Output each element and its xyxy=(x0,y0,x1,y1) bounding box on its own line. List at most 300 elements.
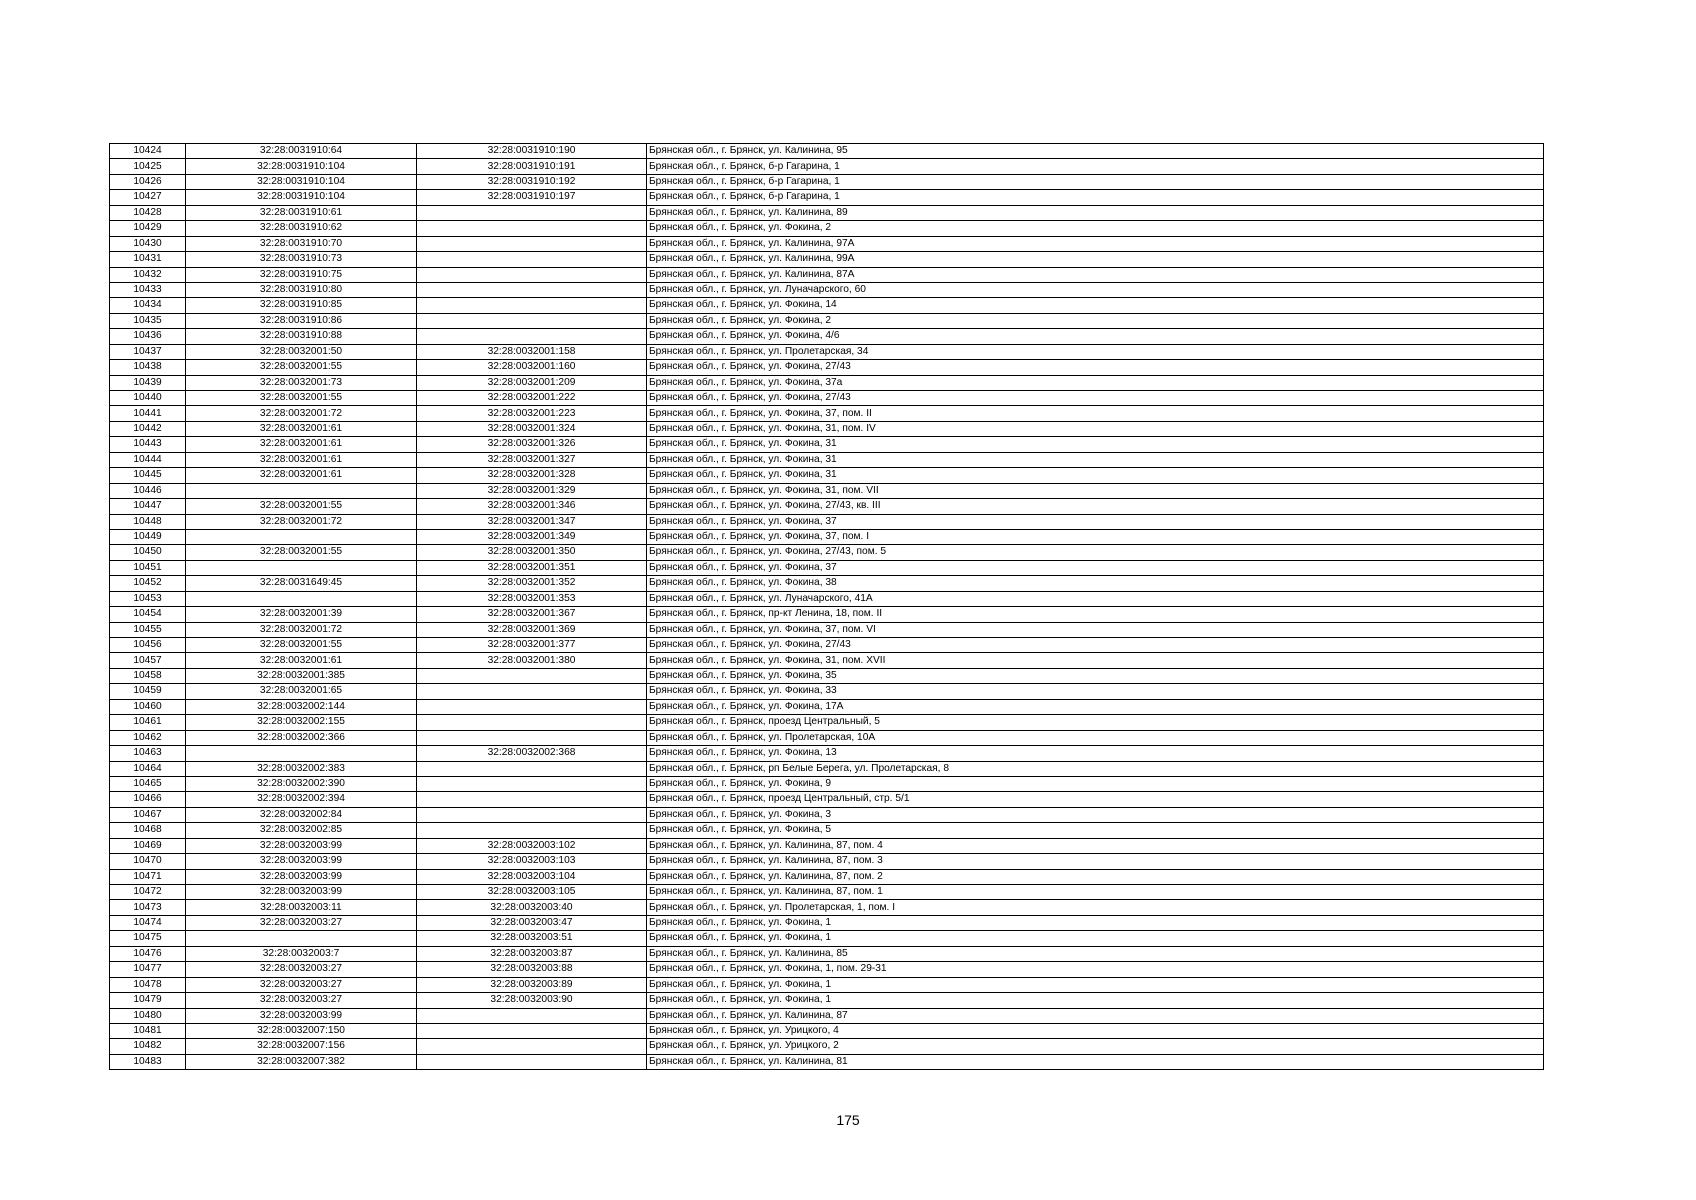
table-row xyxy=(110,252,1544,267)
table-row xyxy=(110,205,1544,220)
table-row xyxy=(110,452,1544,467)
table-row xyxy=(110,931,1544,946)
address-cell: Брянская обл., г. Брянск, ул. Фокина, 31 xyxy=(647,437,1544,452)
table-row xyxy=(110,622,1544,637)
address-cell: Брянская обл., г. Брянск, ул. Фокина, 14 xyxy=(647,298,1544,313)
object-number-cell: 32:28:0032001:346 xyxy=(417,499,647,514)
object-number-cell: 32:28:0032003:47 xyxy=(417,915,647,930)
object-number-cell xyxy=(417,1008,647,1023)
table-row xyxy=(110,221,1544,236)
parcel-number-cell: 32:28:0032001:72 xyxy=(186,514,417,529)
parcel-number-cell xyxy=(186,483,417,498)
row-number-cell: 10464 xyxy=(110,761,186,776)
address-cell: Брянская обл., г. Брянск, ул. Фокина, 27/43 xyxy=(647,638,1544,653)
object-number-cell xyxy=(417,807,647,822)
address-cell: Брянская обл., г. Брянск, ул. Фокина, 13 xyxy=(647,746,1544,761)
row-number-cell: 10427 xyxy=(110,190,186,205)
parcel-number-cell: 32:28:0032001:72 xyxy=(186,622,417,637)
parcel-number-cell xyxy=(186,529,417,544)
table-row xyxy=(110,437,1544,452)
object-number-cell: 32:28:0032001:329 xyxy=(417,483,647,498)
object-number-cell xyxy=(417,715,647,730)
parcel-number-cell: 32:28:0032003:99 xyxy=(186,869,417,884)
table-row xyxy=(110,668,1544,683)
table-row xyxy=(110,174,1544,189)
row-number-cell: 10471 xyxy=(110,869,186,884)
address-cell: Брянская обл., г. Брянск, ул. Фокина, 1 xyxy=(647,993,1544,1008)
object-number-cell xyxy=(417,1054,647,1069)
address-cell: Брянская обл., г. Брянск, ул. Фокина, 27/43, кв. III xyxy=(647,499,1544,514)
parcel-number-cell: 32:28:0032001:55 xyxy=(186,638,417,653)
table-row xyxy=(110,900,1544,915)
address-cell: Брянская обл., г. Брянск, ул. Калинина, 85 xyxy=(647,946,1544,961)
row-number-cell: 10426 xyxy=(110,174,186,189)
address-cell: Брянская обл., г. Брянск, ул. Фокина, 1 xyxy=(647,931,1544,946)
registry-table xyxy=(109,143,1544,1070)
parcel-number-cell: 32:28:0031910:62 xyxy=(186,221,417,236)
row-number-cell: 10462 xyxy=(110,730,186,745)
parcel-number-cell: 32:28:0032001:55 xyxy=(186,545,417,560)
row-number-cell: 10441 xyxy=(110,406,186,421)
table-row xyxy=(110,962,1544,977)
table-row xyxy=(110,591,1544,606)
row-number-cell: 10474 xyxy=(110,915,186,930)
address-cell: Брянская обл., г. Брянск, ул. Калинина, 87, пом. 3 xyxy=(647,854,1544,869)
parcel-number-cell: 32:28:0032002:390 xyxy=(186,776,417,791)
table-row xyxy=(110,529,1544,544)
row-number-cell: 10451 xyxy=(110,560,186,575)
row-number-cell: 10455 xyxy=(110,622,186,637)
object-number-cell: 32:28:0032001:369 xyxy=(417,622,647,637)
row-number-cell: 10430 xyxy=(110,236,186,251)
object-number-cell: 32:28:0032001:326 xyxy=(417,437,647,452)
table-row xyxy=(110,638,1544,653)
row-number-cell: 10466 xyxy=(110,792,186,807)
address-cell: Брянская обл., г. Брянск, ул. Фокина, 37 xyxy=(647,514,1544,529)
object-number-cell: 32:28:0032003:51 xyxy=(417,931,647,946)
row-number-cell: 10460 xyxy=(110,699,186,714)
address-cell: Брянская обл., г. Брянск, ул. Фокина, 1 xyxy=(647,915,1544,930)
address-cell: Брянская обл., г. Брянск, ул. Фокина, 2 xyxy=(647,221,1544,236)
row-number-cell: 10446 xyxy=(110,483,186,498)
object-number-cell: 32:28:0031910:197 xyxy=(417,190,647,205)
table-row xyxy=(110,869,1544,884)
table-row xyxy=(110,993,1544,1008)
object-number-cell xyxy=(417,313,647,328)
address-cell: Брянская обл., г. Брянск, ул. Фокина, 31, пом. IV xyxy=(647,421,1544,436)
table-row xyxy=(110,421,1544,436)
table-row xyxy=(110,560,1544,575)
address-cell: Брянская обл., г. Брянск, ул. Урицкого, 2 xyxy=(647,1039,1544,1054)
parcel-number-cell: 32:28:0032003:7 xyxy=(186,946,417,961)
row-number-cell: 10483 xyxy=(110,1054,186,1069)
table-row xyxy=(110,144,1544,159)
parcel-number-cell: 32:28:0032001:61 xyxy=(186,421,417,436)
row-number-cell: 10437 xyxy=(110,344,186,359)
parcel-number-cell: 32:28:0032001:72 xyxy=(186,406,417,421)
parcel-number-cell: 32:28:0031910:104 xyxy=(186,159,417,174)
object-number-cell: 32:28:0032003:104 xyxy=(417,869,647,884)
parcel-number-cell: 32:28:0031910:75 xyxy=(186,267,417,282)
table-row xyxy=(110,885,1544,900)
address-cell: Брянская обл., г. Брянск, ул. Фокина, 33 xyxy=(647,684,1544,699)
row-number-cell: 10442 xyxy=(110,421,186,436)
address-cell: Брянская обл., г. Брянск, б-р Гагарина, 1 xyxy=(647,174,1544,189)
row-number-cell: 10435 xyxy=(110,313,186,328)
parcel-number-cell xyxy=(186,931,417,946)
object-number-cell: 32:28:0032003:89 xyxy=(417,977,647,992)
table-row xyxy=(110,360,1544,375)
object-number-cell: 32:28:0032003:88 xyxy=(417,962,647,977)
page-number: 175 xyxy=(836,1112,860,1128)
row-number-cell: 10479 xyxy=(110,993,186,1008)
address-cell: Брянская обл., г. Брянск, ул. Калинина, 87, пом. 1 xyxy=(647,885,1544,900)
parcel-number-cell: 32:28:0032001:61 xyxy=(186,437,417,452)
table-row xyxy=(110,282,1544,297)
parcel-number-cell: 32:28:0031910:80 xyxy=(186,282,417,297)
parcel-number-cell: 32:28:0031910:85 xyxy=(186,298,417,313)
table-row xyxy=(110,776,1544,791)
address-cell: Брянская обл., г. Брянск, ул. Фокина, 3 xyxy=(647,807,1544,822)
row-number-cell: 10448 xyxy=(110,514,186,529)
address-cell: Брянская обл., г. Брянск, ул. Фокина, 1 xyxy=(647,977,1544,992)
object-number-cell xyxy=(417,776,647,791)
address-cell: Брянская обл., г. Брянск, ул. Фокина, 5 xyxy=(647,823,1544,838)
parcel-number-cell xyxy=(186,591,417,606)
address-cell: Брянская обл., г. Брянск, ул. Калинина, 89 xyxy=(647,205,1544,220)
table-row xyxy=(110,653,1544,668)
address-cell: Брянская обл., г. Брянск, ул. Фокина, 1, пом. 29-31 xyxy=(647,962,1544,977)
parcel-number-cell: 32:28:0031910:88 xyxy=(186,329,417,344)
row-number-cell: 10476 xyxy=(110,946,186,961)
parcel-number-cell: 32:28:0032001:61 xyxy=(186,468,417,483)
parcel-number-cell: 32:28:0032003:27 xyxy=(186,915,417,930)
parcel-number-cell: 32:28:0032001:55 xyxy=(186,360,417,375)
parcel-number-cell: 32:28:0032007:150 xyxy=(186,1023,417,1038)
address-cell: Брянская обл., г. Брянск, ул. Пролетарская, 10А xyxy=(647,730,1544,745)
table-row xyxy=(110,792,1544,807)
row-number-cell: 10452 xyxy=(110,576,186,591)
table-row xyxy=(110,730,1544,745)
table-row xyxy=(110,854,1544,869)
row-number-cell: 10450 xyxy=(110,545,186,560)
address-cell: Брянская обл., г. Брянск, ул. Фокина, 37, пом. II xyxy=(647,406,1544,421)
row-number-cell: 10444 xyxy=(110,452,186,467)
row-number-cell: 10458 xyxy=(110,668,186,683)
address-cell: Брянская обл., г. Брянск, ул. Калинина, 87, пом. 4 xyxy=(647,838,1544,853)
address-cell: Брянская обл., г. Брянск, ул. Фокина, 37, пом. I xyxy=(647,529,1544,544)
parcel-number-cell: 32:28:0032001:50 xyxy=(186,344,417,359)
row-number-cell: 10440 xyxy=(110,391,186,406)
table-row xyxy=(110,313,1544,328)
parcel-number-cell: 32:28:0032003:99 xyxy=(186,838,417,853)
table-row xyxy=(110,1008,1544,1023)
address-cell: Брянская обл., г. Брянск, проезд Центральный, 5 xyxy=(647,715,1544,730)
object-number-cell: 32:28:0032003:105 xyxy=(417,885,647,900)
table-row xyxy=(110,838,1544,853)
object-number-cell: 32:28:0032001:158 xyxy=(417,344,647,359)
object-number-cell: 32:28:0032001:160 xyxy=(417,360,647,375)
object-number-cell: 32:28:0032003:40 xyxy=(417,900,647,915)
registry-table-body xyxy=(110,144,1544,1070)
address-cell: Брянская обл., г. Брянск, ул. Фокина, 35 xyxy=(647,668,1544,683)
parcel-number-cell: 32:28:0032001:61 xyxy=(186,452,417,467)
table-row xyxy=(110,483,1544,498)
object-number-cell: 32:28:0032001:351 xyxy=(417,560,647,575)
object-number-cell: 32:28:0032001:377 xyxy=(417,638,647,653)
object-number-cell: 32:28:0032001:367 xyxy=(417,607,647,622)
row-number-cell: 10424 xyxy=(110,144,186,159)
object-number-cell: 32:28:0032001:223 xyxy=(417,406,647,421)
parcel-number-cell: 32:28:0032002:85 xyxy=(186,823,417,838)
row-number-cell: 10449 xyxy=(110,529,186,544)
table-row xyxy=(110,1023,1544,1038)
parcel-number-cell: 32:28:0032003:11 xyxy=(186,900,417,915)
object-number-cell: 32:28:0032001:350 xyxy=(417,545,647,560)
row-number-cell: 10432 xyxy=(110,267,186,282)
row-number-cell: 10478 xyxy=(110,977,186,992)
object-number-cell: 32:28:0031910:191 xyxy=(417,159,647,174)
row-number-cell: 10425 xyxy=(110,159,186,174)
address-cell: Брянская обл., г. Брянск, ул. Калинина, 87А xyxy=(647,267,1544,282)
parcel-number-cell: 32:28:0032001:55 xyxy=(186,499,417,514)
object-number-cell xyxy=(417,730,647,745)
parcel-number-cell: 32:28:0032002:366 xyxy=(186,730,417,745)
address-cell: Брянская обл., г. Брянск, ул. Калинина, 99А xyxy=(647,252,1544,267)
row-number-cell: 10482 xyxy=(110,1039,186,1054)
row-number-cell: 10447 xyxy=(110,499,186,514)
object-number-cell xyxy=(417,792,647,807)
address-cell: Брянская обл., г. Брянск, пр-кт Ленина, 18, пом. II xyxy=(647,607,1544,622)
address-cell: Брянская обл., г. Брянск, проезд Центральный, стр. 5/1 xyxy=(647,792,1544,807)
object-number-cell: 32:28:0032003:90 xyxy=(417,993,647,1008)
object-number-cell: 32:28:0032001:380 xyxy=(417,653,647,668)
row-number-cell: 10453 xyxy=(110,591,186,606)
parcel-number-cell: 32:28:0032002:155 xyxy=(186,715,417,730)
address-cell: Брянская обл., г. Брянск, ул. Урицкого, 4 xyxy=(647,1023,1544,1038)
row-number-cell: 10431 xyxy=(110,252,186,267)
object-number-cell xyxy=(417,282,647,297)
object-number-cell: 32:28:0032001:327 xyxy=(417,452,647,467)
address-cell: Брянская обл., г. Брянск, рп Белые Берега, ул. Пролетарская, 8 xyxy=(647,761,1544,776)
parcel-number-cell: 32:28:0032001:39 xyxy=(186,607,417,622)
parcel-number-cell: 32:28:0032001:61 xyxy=(186,653,417,668)
parcel-number-cell: 32:28:0032003:27 xyxy=(186,993,417,1008)
table-row xyxy=(110,1039,1544,1054)
parcel-number-cell: 32:28:0032001:65 xyxy=(186,684,417,699)
object-number-cell xyxy=(417,252,647,267)
row-number-cell: 10439 xyxy=(110,375,186,390)
table-row xyxy=(110,576,1544,591)
parcel-number-cell: 32:28:0031910:70 xyxy=(186,236,417,251)
parcel-number-cell: 32:28:0032002:144 xyxy=(186,699,417,714)
row-number-cell: 10481 xyxy=(110,1023,186,1038)
object-number-cell: 32:28:0032003:102 xyxy=(417,838,647,853)
address-cell: Брянская обл., г. Брянск, ул. Фокина, 4/6 xyxy=(647,329,1544,344)
object-number-cell: 32:28:0032001:324 xyxy=(417,421,647,436)
parcel-number-cell: 32:28:0032002:394 xyxy=(186,792,417,807)
row-number-cell: 10434 xyxy=(110,298,186,313)
table-row xyxy=(110,746,1544,761)
parcel-number-cell: 32:28:0032001:55 xyxy=(186,391,417,406)
table-row xyxy=(110,499,1544,514)
parcel-number-cell: 32:28:0031910:61 xyxy=(186,205,417,220)
address-cell: Брянская обл., г. Брянск, ул. Калинина, 95 xyxy=(647,144,1544,159)
address-cell: Брянская обл., г. Брянск, ул. Фокина, 37, пом. VI xyxy=(647,622,1544,637)
object-number-cell: 32:28:0032001:352 xyxy=(417,576,647,591)
row-number-cell: 10467 xyxy=(110,807,186,822)
row-number-cell: 10461 xyxy=(110,715,186,730)
address-cell: Брянская обл., г. Брянск, ул. Фокина, 9 xyxy=(647,776,1544,791)
parcel-number-cell: 32:28:0032003:99 xyxy=(186,1008,417,1023)
row-number-cell: 10456 xyxy=(110,638,186,653)
row-number-cell: 10429 xyxy=(110,221,186,236)
parcel-number-cell: 32:28:0031910:73 xyxy=(186,252,417,267)
address-cell: Брянская обл., г. Брянск, ул. Калинина, 97А xyxy=(647,236,1544,251)
table-row xyxy=(110,159,1544,174)
object-number-cell: 32:28:0032001:353 xyxy=(417,591,647,606)
object-number-cell: 32:28:0032001:222 xyxy=(417,391,647,406)
row-number-cell: 10469 xyxy=(110,838,186,853)
address-cell: Брянская обл., г. Брянск, ул. Калинина, 87 xyxy=(647,1008,1544,1023)
row-number-cell: 10433 xyxy=(110,282,186,297)
table-row xyxy=(110,946,1544,961)
address-cell: Брянская обл., г. Брянск, ул. Пролетарская, 34 xyxy=(647,344,1544,359)
object-number-cell xyxy=(417,1023,647,1038)
object-number-cell xyxy=(417,329,647,344)
address-cell: Брянская обл., г. Брянск, ул. Калинина, 87, пом. 2 xyxy=(647,869,1544,884)
table-row xyxy=(110,699,1544,714)
parcel-number-cell xyxy=(186,746,417,761)
address-cell: Брянская обл., г. Брянск, ул. Фокина, 27/43 xyxy=(647,391,1544,406)
parcel-number-cell: 32:28:0032002:84 xyxy=(186,807,417,822)
row-number-cell: 10438 xyxy=(110,360,186,375)
address-cell: Брянская обл., г. Брянск, ул. Фокина, 37а xyxy=(647,375,1544,390)
address-cell: Брянская обл., г. Брянск, ул. Фокина, 31, пом. XVII xyxy=(647,653,1544,668)
object-number-cell: 32:28:0032001:349 xyxy=(417,529,647,544)
parcel-number-cell: 32:28:0032003:99 xyxy=(186,854,417,869)
table-row xyxy=(110,406,1544,421)
table-row xyxy=(110,545,1544,560)
object-number-cell xyxy=(417,298,647,313)
parcel-number-cell: 32:28:0032007:156 xyxy=(186,1039,417,1054)
row-number-cell: 10436 xyxy=(110,329,186,344)
table-row xyxy=(110,298,1544,313)
object-number-cell: 32:28:0032002:368 xyxy=(417,746,647,761)
address-cell: Брянская обл., г. Брянск, ул. Фокина, 31 xyxy=(647,468,1544,483)
object-number-cell xyxy=(417,684,647,699)
address-cell: Брянская обл., г. Брянск, б-р Гагарина, 1 xyxy=(647,159,1544,174)
row-number-cell: 10480 xyxy=(110,1008,186,1023)
parcel-number-cell: 32:28:0032007:382 xyxy=(186,1054,417,1069)
table-row xyxy=(110,977,1544,992)
object-number-cell: 32:28:0032001:328 xyxy=(417,468,647,483)
object-number-cell: 32:28:0031910:190 xyxy=(417,144,647,159)
address-cell: Брянская обл., г. Брянск, ул. Фокина, 17А xyxy=(647,699,1544,714)
address-cell: Брянская обл., г. Брянск, б-р Гагарина, 1 xyxy=(647,190,1544,205)
table-row xyxy=(110,344,1544,359)
address-cell: Брянская обл., г. Брянск, ул. Фокина, 38 xyxy=(647,576,1544,591)
address-cell: Брянская обл., г. Брянск, ул. Фокина, 37 xyxy=(647,560,1544,575)
table-row xyxy=(110,915,1544,930)
table-row xyxy=(110,236,1544,251)
address-cell: Брянская обл., г. Брянск, ул. Фокина, 2 xyxy=(647,313,1544,328)
address-cell: Брянская обл., г. Брянск, ул. Луначарского, 41А xyxy=(647,591,1544,606)
table-row xyxy=(110,375,1544,390)
table-row xyxy=(110,267,1544,282)
object-number-cell xyxy=(417,699,647,714)
parcel-number-cell: 32:28:0032003:27 xyxy=(186,977,417,992)
parcel-number-cell: 32:28:0032003:27 xyxy=(186,962,417,977)
parcel-number-cell: 32:28:0031649:45 xyxy=(186,576,417,591)
address-cell: Брянская обл., г. Брянск, ул. Фокина, 27/43 xyxy=(647,360,1544,375)
object-number-cell xyxy=(417,236,647,251)
object-number-cell: 32:28:0032003:87 xyxy=(417,946,647,961)
address-cell: Брянская обл., г. Брянск, ул. Фокина, 31 xyxy=(647,452,1544,467)
object-number-cell xyxy=(417,267,647,282)
row-number-cell: 10459 xyxy=(110,684,186,699)
parcel-number-cell: 32:28:0031910:64 xyxy=(186,144,417,159)
row-number-cell: 10475 xyxy=(110,931,186,946)
table-row xyxy=(110,823,1544,838)
table-row xyxy=(110,1054,1544,1069)
object-number-cell xyxy=(417,205,647,220)
row-number-cell: 10445 xyxy=(110,468,186,483)
object-number-cell xyxy=(417,221,647,236)
row-number-cell: 10473 xyxy=(110,900,186,915)
table-row xyxy=(110,684,1544,699)
address-cell: Брянская обл., г. Брянск, ул. Луначарского, 60 xyxy=(647,282,1544,297)
parcel-number-cell: 32:28:0031910:104 xyxy=(186,174,417,189)
row-number-cell: 10468 xyxy=(110,823,186,838)
parcel-number-cell: 32:28:0031910:86 xyxy=(186,313,417,328)
object-number-cell: 32:28:0031910:192 xyxy=(417,174,647,189)
object-number-cell: 32:28:0032003:103 xyxy=(417,854,647,869)
parcel-number-cell: 32:28:0032001:73 xyxy=(186,375,417,390)
row-number-cell: 10465 xyxy=(110,776,186,791)
parcel-number-cell: 32:28:0032001:385 xyxy=(186,668,417,683)
table-row xyxy=(110,761,1544,776)
parcel-number-cell: 32:28:0032002:383 xyxy=(186,761,417,776)
table-row xyxy=(110,715,1544,730)
row-number-cell: 10470 xyxy=(110,854,186,869)
object-number-cell xyxy=(417,1039,647,1054)
table-row xyxy=(110,190,1544,205)
address-cell: Брянская обл., г. Брянск, ул. Фокина, 31, пом. VII xyxy=(647,483,1544,498)
object-number-cell xyxy=(417,823,647,838)
object-number-cell: 32:28:0032001:347 xyxy=(417,514,647,529)
address-cell: Брянская обл., г. Брянск, ул. Калинина, 81 xyxy=(647,1054,1544,1069)
object-number-cell: 32:28:0032001:209 xyxy=(417,375,647,390)
row-number-cell: 10428 xyxy=(110,205,186,220)
row-number-cell: 10472 xyxy=(110,885,186,900)
row-number-cell: 10477 xyxy=(110,962,186,977)
row-number-cell: 10457 xyxy=(110,653,186,668)
object-number-cell xyxy=(417,761,647,776)
table-row xyxy=(110,514,1544,529)
table-row xyxy=(110,468,1544,483)
table-row xyxy=(110,391,1544,406)
row-number-cell: 10443 xyxy=(110,437,186,452)
table-row xyxy=(110,607,1544,622)
parcel-number-cell xyxy=(186,560,417,575)
parcel-number-cell: 32:28:0032003:99 xyxy=(186,885,417,900)
object-number-cell xyxy=(417,668,647,683)
row-number-cell: 10454 xyxy=(110,607,186,622)
address-cell: Брянская обл., г. Брянск, ул. Фокина, 27/43, пом. 5 xyxy=(647,545,1544,560)
table-row xyxy=(110,807,1544,822)
parcel-number-cell: 32:28:0031910:104 xyxy=(186,190,417,205)
